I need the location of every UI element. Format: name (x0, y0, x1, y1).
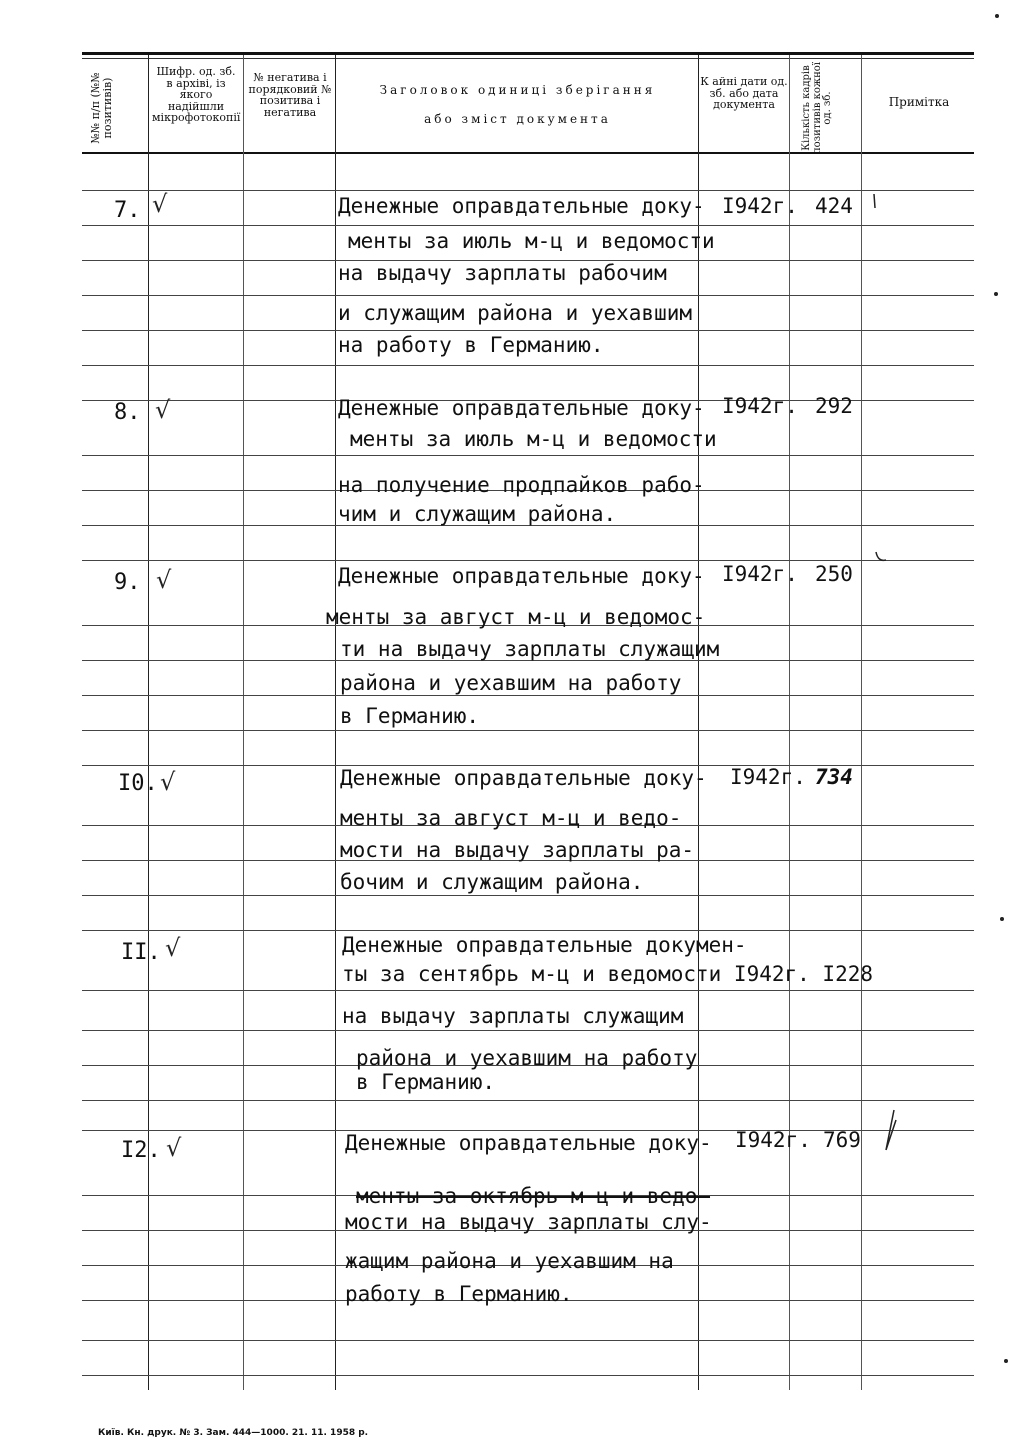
header-col-dates: К айні дати од. зб. або дата документа (700, 75, 788, 112)
record-frames: 734 (815, 765, 853, 789)
column-divider (789, 55, 790, 1390)
checkmark-icon: √ (165, 934, 181, 962)
scan-speck (1004, 1359, 1008, 1363)
ruling-line (82, 1375, 974, 1376)
record-line: бочим и служащим района. (340, 870, 644, 894)
tick-mark (876, 552, 886, 560)
tick-mark (874, 194, 875, 208)
note-marks (866, 190, 966, 1190)
header-col-frames: Кількість кадрів позитивів кожної од. зб. (801, 62, 833, 154)
column-divider (243, 55, 244, 1390)
record-date: I942г. (722, 394, 798, 418)
header-col-negative: № негатива і порядковий № позитива і негатива (248, 71, 332, 119)
header-col-archive: Шифр. од. зб. в архіві, із якого надійшли мікрофотокопії (152, 65, 241, 125)
record-date: I942г. (735, 1128, 811, 1152)
record-line: района и уехавшим на работу (356, 1046, 698, 1070)
record-number: II. (121, 940, 161, 965)
column-divider (148, 55, 149, 1390)
record-line: Денежные оправдательные докумен- (342, 933, 747, 957)
top-rule (82, 52, 974, 55)
record-line: в Германию. (340, 704, 480, 728)
record-frames: 424 (815, 194, 853, 218)
ruling-line (82, 1100, 974, 1101)
ruling-line (82, 295, 974, 296)
checkmark-icon: √ (166, 1134, 182, 1162)
checkmark-icon: √ (160, 768, 176, 796)
scan-speck (1000, 917, 1004, 921)
record-line: района и уехавшим на работу (340, 671, 682, 695)
ruling-line (82, 225, 974, 226)
record-line: менты за август м-ц и ведо- (340, 806, 682, 830)
ruling-line (82, 1340, 974, 1341)
record-number: I0. (118, 771, 158, 796)
ruling-line (82, 455, 974, 456)
record-line: менты за июль м-ц и ведомости (350, 427, 717, 451)
record-line: в Германию. (356, 1070, 496, 1094)
record-number: 9. (114, 570, 141, 595)
checkmark-icon: √ (155, 396, 171, 424)
column-divider (335, 55, 336, 1390)
record-line: работу в Германию. (345, 1282, 573, 1306)
checkmark-icon: √ (152, 190, 168, 218)
record-line: мости на выдачу зарплаты слу- (345, 1210, 712, 1234)
record-frames: 292 (815, 394, 853, 418)
ruling-line (82, 990, 974, 991)
record-line: менты за июль м-ц и ведомости (348, 229, 715, 253)
header-col-note: Примітка (888, 95, 950, 109)
record-line: жащим района и уехавшим на (345, 1249, 674, 1273)
record-date: I942г. (730, 765, 806, 789)
record-line: ты за сентябрь м-ц и ведомости I942г. I228 (342, 962, 874, 986)
record-line: менты за октябрь м-ц и ведо- (356, 1184, 711, 1208)
record-line: и служащим района и уехавшим (338, 301, 693, 325)
record-frames: 769 (823, 1128, 861, 1152)
ruling-line (82, 895, 974, 896)
record-line: на работу в Германию. (338, 333, 604, 357)
tick-mark (886, 1110, 896, 1150)
record-date: I942г. (722, 562, 798, 586)
ruling-line (82, 560, 974, 561)
record-line: на выдачу зарплаты рабочим (338, 261, 667, 285)
checkmark-icon: √ (156, 566, 172, 594)
header-col-number: №№ п/п (№№ позитивів) (89, 72, 114, 144)
record-date: I942г. (722, 194, 798, 218)
header-col-title: Заголовок одиниці зберігання (379, 83, 656, 97)
record-line: на получение продпайков рабо- (338, 473, 705, 497)
scan-speck (995, 14, 999, 18)
record-number: 8. (114, 400, 141, 425)
record-line: на выдачу зарплаты служащим (342, 1004, 684, 1028)
column-divider (861, 55, 862, 1390)
record-line: Денежные оправдательные доку- (345, 1131, 712, 1155)
record-line: чим и служащим района. (338, 502, 617, 526)
ruling-line (82, 330, 974, 331)
ruling-line (82, 695, 974, 696)
record-line: ти на выдачу зарплаты служащим (340, 637, 720, 661)
record-line: Денежные оправдательные доку- (340, 766, 707, 790)
header-col-title-sub: або зміст документа (424, 112, 611, 126)
scan-speck (994, 292, 998, 296)
ruling-line (82, 930, 974, 931)
record-number: I2. (121, 1138, 161, 1163)
ruling-line (82, 365, 974, 366)
record-number: 7. (114, 198, 141, 223)
record-line: Денежные оправдательные доку- (338, 564, 705, 588)
print-imprint: Київ. Кн. друк. № 3. Зам. 444—1000. 21. 11. 1958 р. (98, 1428, 369, 1438)
record-line: мости на выдачу зарплаты ра- (340, 838, 695, 862)
record-frames: 250 (815, 562, 853, 586)
record-line: Денежные оправдательные доку- (338, 396, 705, 420)
ruling-line (82, 730, 974, 731)
record-line: менты за август м-ц и ведомос- (326, 605, 706, 629)
record-line: Денежные оправдательные доку- (338, 194, 705, 218)
ruling-line (82, 190, 974, 191)
ruling-line (82, 1030, 974, 1031)
